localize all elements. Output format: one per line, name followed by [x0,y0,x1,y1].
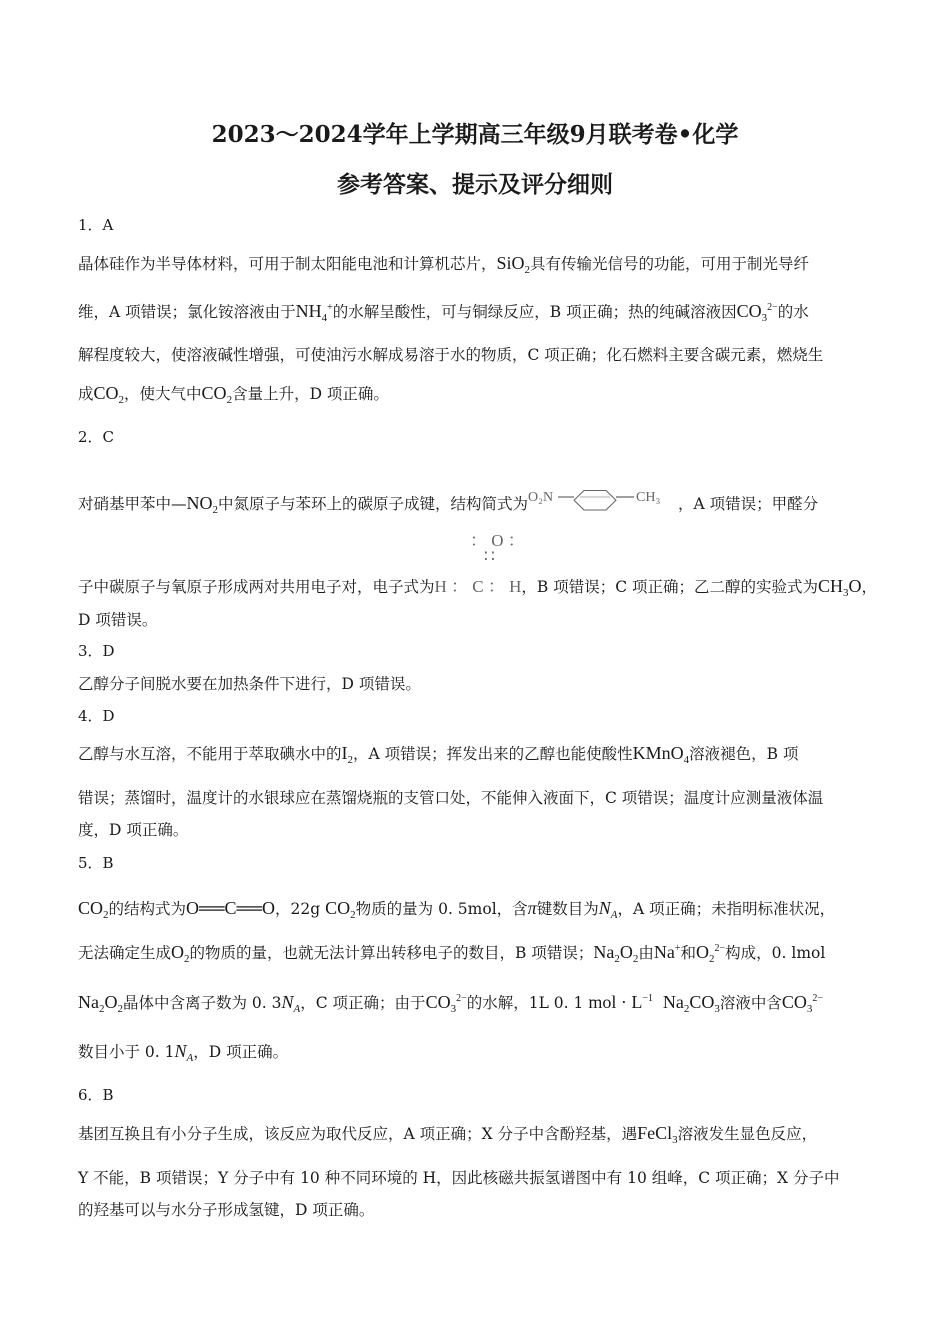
answer-5-label: 5．B [78,854,114,872]
answer-2-line-2: 子中碳原子与氧原子形成两对共用电子对，电子式为H ： C ： H，B 项错误；C 项正确；乙二醇的实验式为$CH_3O$， [78,576,878,599]
answer-2-line-1: 对硝基甲苯中$—NO_2$中氮原子与苯环上的碳原子成键，结构简式为 O₂N CH₃ ，A 项错误；甲醛分 [78,486,818,524]
electron-dot-top: ： O ： [470,531,525,550]
answer-5-line-2: 无法确定生成$O_2$的物质的量，也就无法计算出转移电子的数目，B 项错误；$Na_2O_2$由Na+和$O_2^{2-}$构成，0. lmol [78,942,826,965]
answer-2-line-3: D 项错误。 [78,611,158,629]
answer-3-line-1: 乙醇分子间脱水要在加热条件下进行，D 项错误。 [78,675,421,693]
answer-6-line-3: 的羟基可以与水分子形成氢键，D 项正确。 [78,1201,375,1219]
answer-1-label: 1．A [78,216,114,234]
page-title: 2023～2024学年上学期高三年级9月联考卷•化学 [211,121,739,148]
answer-5-line-1: $CO_2$的结构式为O══C══O，22g $CO_2$物质的量为 0. 5mol，含π键数目为$N_A$，A 项正确；未指明标准状况， [78,898,836,921]
formaldehyde-electron-formula: H ： C ： H [434,577,522,596]
page-subtitle: 参考答案、提示及评分细则 [337,171,613,198]
answer-6-line-1: 基团互换且有小分子生成，该反应为取代反应，A 项正确；X 分子中含酚羟基，遇FeCl$_3$溶液发生显色反应， [78,1123,818,1146]
p-nitrotoluene-structure [528,486,678,524]
answer-4-line-3: 度，D 项正确。 [78,821,189,839]
answer-5-line-3: $Na_2O_2$晶体中含离子数为 0. $3N_A$，C 项正确；由于$CO_3^{2-}$的水解，1L 0. 1 mol · $L^{-1}$ $Na_2CO_3$溶液中含$CO_3^{2-}$ [78,992,824,1015]
answer-4-line-1: 乙醇与水互溶，不能用于萃取碘水中的$I_2$，A 项错误；挥发出来的乙醇也能使酸性KMnO$_4$溶液褪色，B 项 [78,743,799,766]
answer-1-line-2: 维，A 项错误；氯化铵溶液由于$NH_4^+$的水解呈酸性，可与铜绿反应，B 项正确；热的纯碱溶液因$CO_3^{2-}$的水 [78,301,809,324]
answer-4-line-2: 错误；蒸馏时，温度计的水银球应在蒸馏烧瓶的支管口处，不能伸入液面下，C 项错误；温度计应测量液体温 [78,789,824,807]
answer-4-label: 4．D [78,707,115,725]
answer-2-label: 2．C [78,428,115,446]
answer-1-line-1: 晶体硅作为半导体材料，可用于制太阳能电池和计算机芯片，SiO$_2$具有传输光信号的功能，可用于制光导纤 [78,253,810,276]
struct-right-text: CH₃ [636,490,661,505]
electron-dot-mid: ∷ [484,547,495,566]
answer-5-line-4: 数目小于 0. $1N_A$，D 项正确。 [78,1041,289,1064]
answer-3-label: 3．D [78,642,115,660]
answer-6-label: 6．B [78,1086,114,1104]
struct-left-text: O₂N [528,490,554,505]
answer-6-line-2: Y 不能，B 项错误；Y 分子中有 10 种不同环境的 H，因此核磁共振氢谱图中有 10 组峰，C 项正确；X 分子中 [78,1169,840,1187]
answer-1-line-3: 解程度较大，使溶液碱性增强，可使油污水解成易溶于水的物质，C 项正确；化石燃料主要含碳元素，燃烧生 [78,346,824,364]
answer-1-line-4: 成$CO_2$，使大气中$CO_2$含量上升，D 项正确。 [78,383,389,406]
